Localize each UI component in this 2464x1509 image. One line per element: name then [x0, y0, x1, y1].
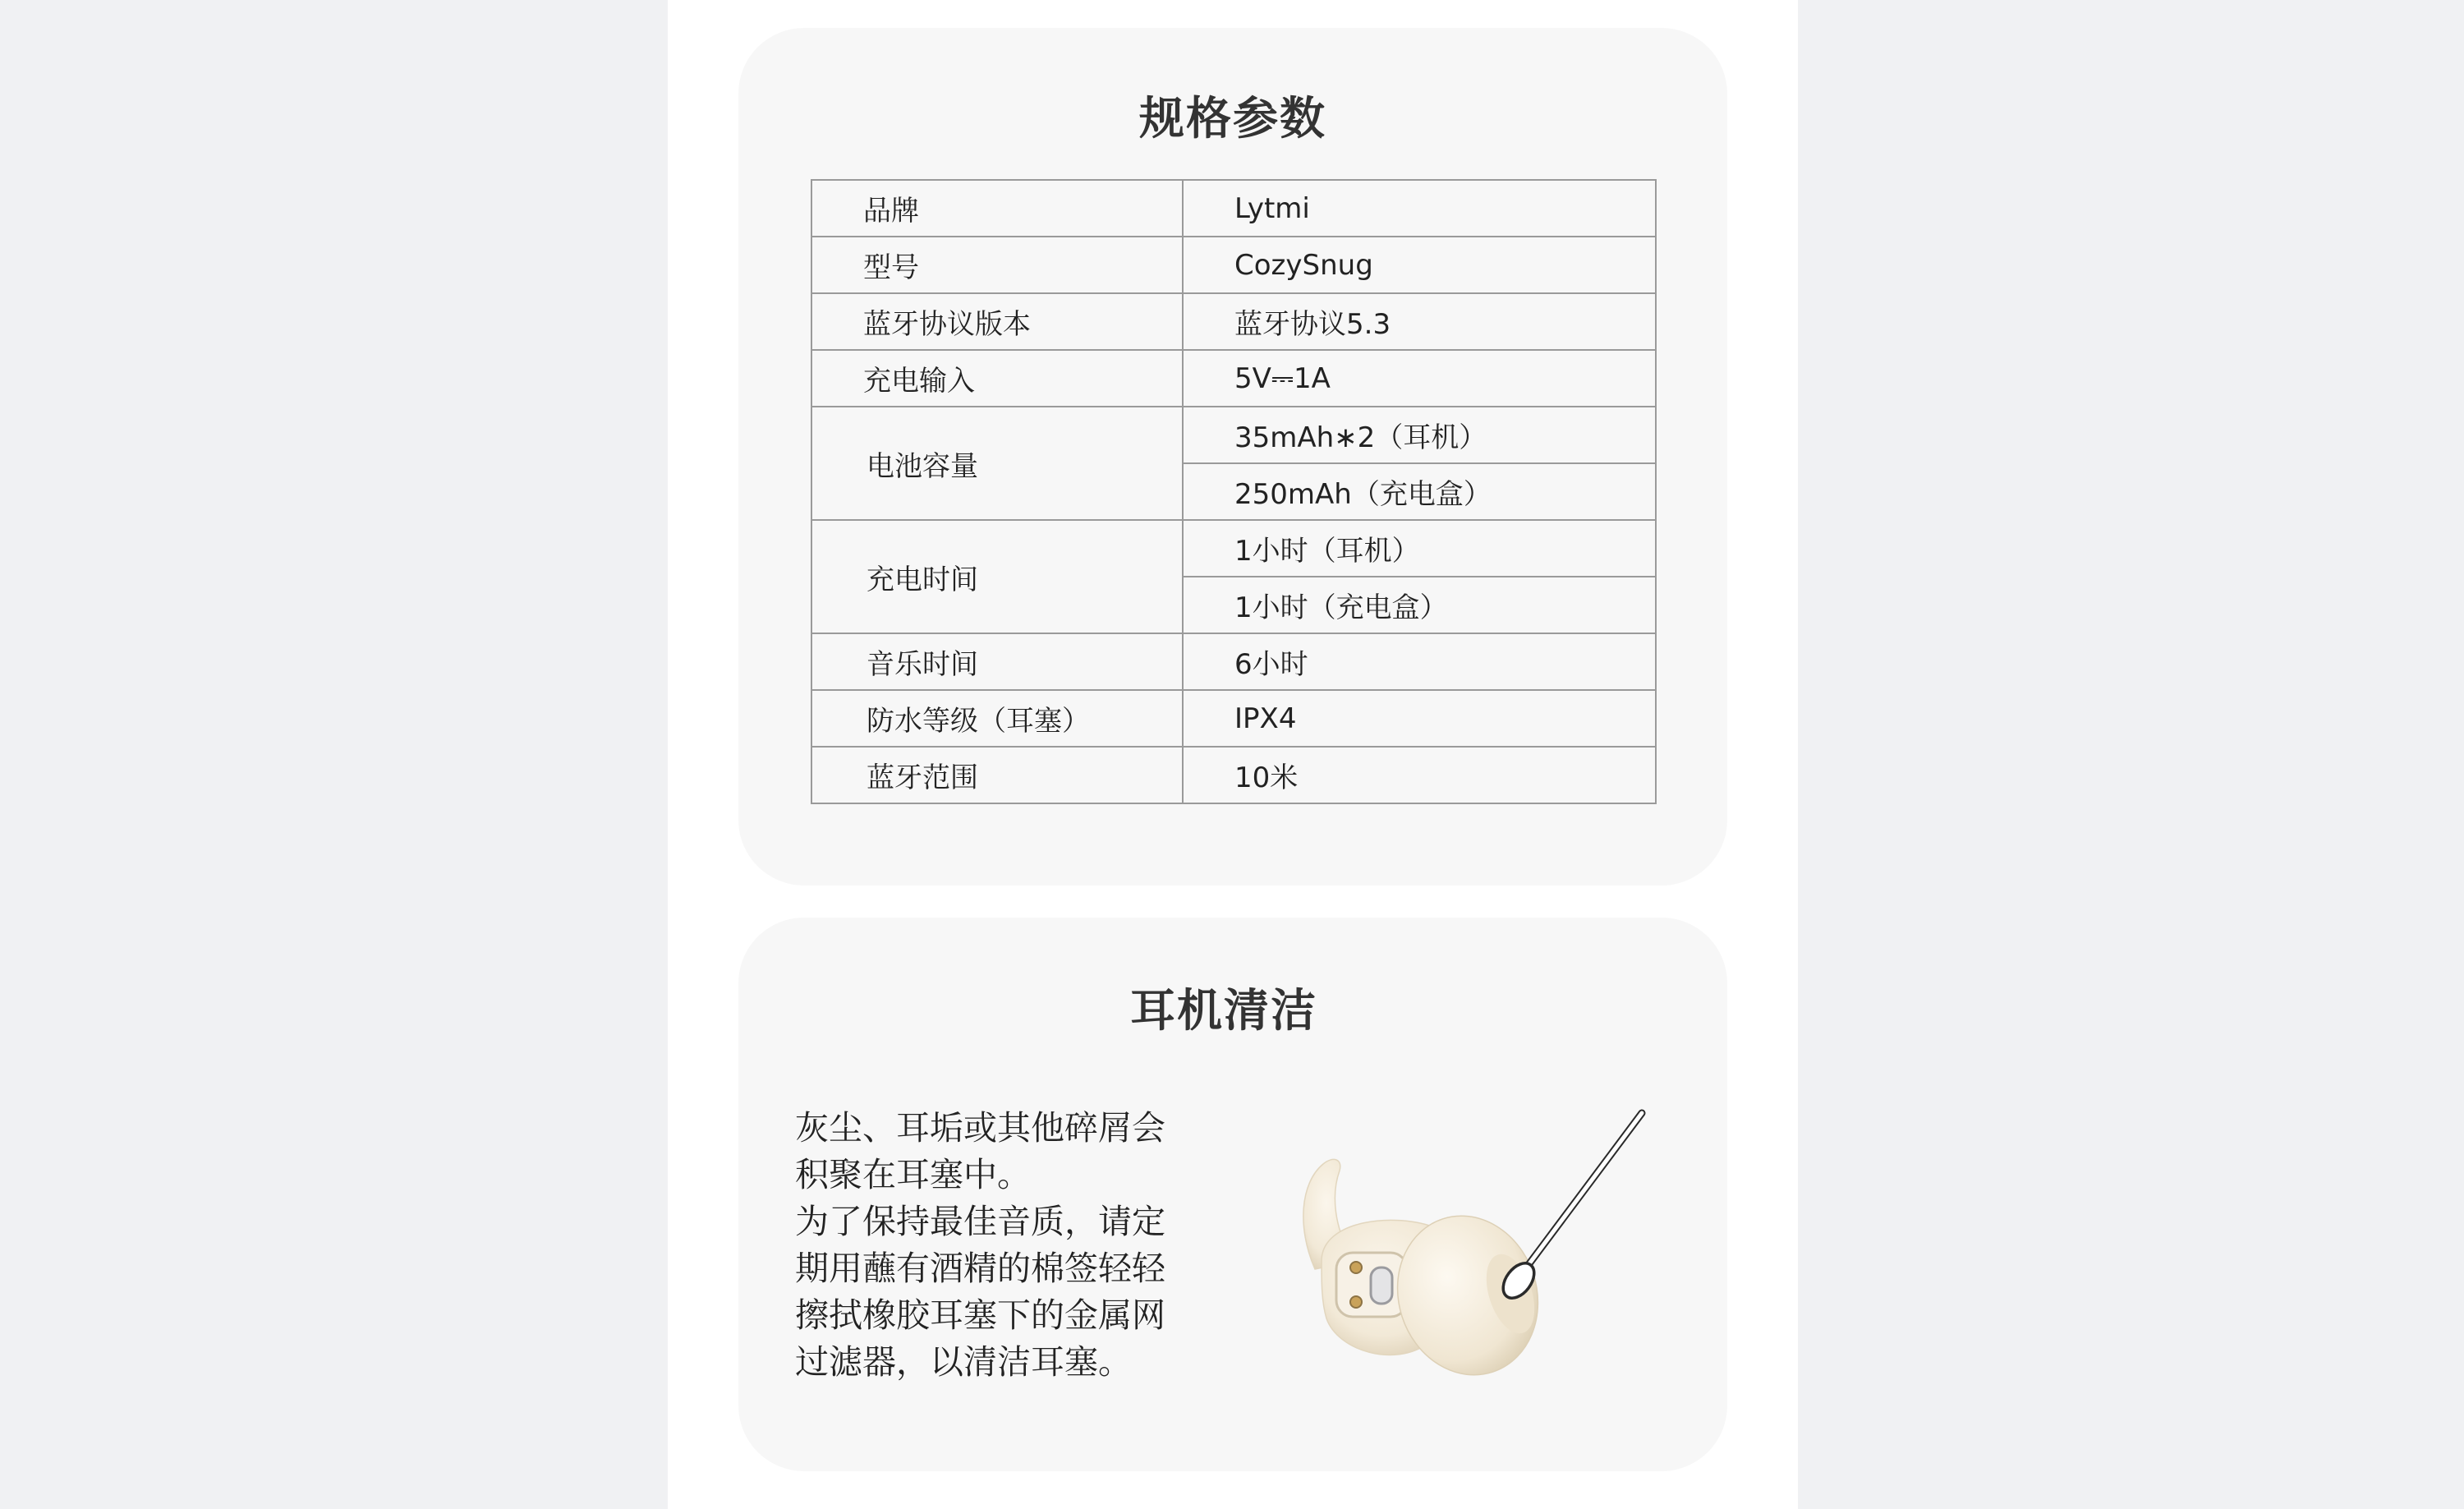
- instruction-line: 过滤器，以清洁耳塞。: [795, 1342, 1132, 1382]
- table-row: [811, 180, 1656, 237]
- spec-value: CozySnug: [1183, 237, 1656, 293]
- spec-value: Lytmi: [1183, 180, 1656, 237]
- table-row: [811, 407, 1656, 463]
- spec-label: 防水等级（耳塞）: [811, 690, 1183, 747]
- spec-label: 型号: [811, 237, 1183, 293]
- table-row: [811, 520, 1656, 577]
- spec-value: 5V⎓1A: [1183, 350, 1656, 407]
- specs-card: [738, 28, 1727, 886]
- instruction-line: 积聚在耳塞中。: [795, 1155, 1031, 1194]
- cleaning-instructions: [795, 1105, 1206, 1386]
- spec-value: 1小时（耳机）: [1183, 520, 1656, 577]
- spec-label: 充电时间: [811, 520, 1183, 633]
- spec-label: 蓝牙协议版本: [811, 293, 1183, 350]
- spec-label: 充电输入: [811, 350, 1183, 407]
- instruction-line: 灰尘、耳垢或其他碎屑会: [795, 1108, 1165, 1148]
- table-row: [811, 293, 1656, 350]
- page: [668, 0, 1798, 1509]
- table-row: [811, 633, 1656, 690]
- spec-label: 蓝牙范围: [811, 747, 1183, 803]
- spec-label: 音乐时间: [811, 633, 1183, 690]
- cleaning-card: [738, 918, 1727, 1471]
- instruction-line: 擦拭橡胶耳塞下的金属网: [795, 1295, 1165, 1335]
- table-row: [811, 747, 1656, 803]
- table-row: [811, 350, 1656, 407]
- spec-label: 品牌: [811, 180, 1183, 237]
- specs-table: [811, 179, 1657, 804]
- spec-label: 电池容量: [811, 407, 1183, 520]
- spec-value: 10米: [1183, 747, 1656, 803]
- spec-value: 蓝牙协议5.3: [1183, 293, 1656, 350]
- spec-value: 1小时（充电盒）: [1183, 577, 1656, 633]
- table-row: [811, 690, 1656, 747]
- specs-title: 规格参数: [1138, 92, 1326, 145]
- spec-value: 35mAh∗2（耳机）: [1183, 407, 1656, 463]
- spec-value: 6小时: [1183, 633, 1656, 690]
- table-row: [811, 237, 1656, 293]
- instruction-line: 为了保持最佳音质，请定: [795, 1202, 1165, 1241]
- spec-value: 250mAh（充电盒）: [1183, 463, 1656, 520]
- spec-value: IPX4: [1183, 690, 1656, 747]
- instruction-line: 期用蘸有酒精的棉签轻轻: [795, 1249, 1165, 1288]
- earbud-with-cotton-swab-icon: [1264, 1105, 1691, 1401]
- cleaning-title: 耳机清洁: [1129, 984, 1317, 1037]
